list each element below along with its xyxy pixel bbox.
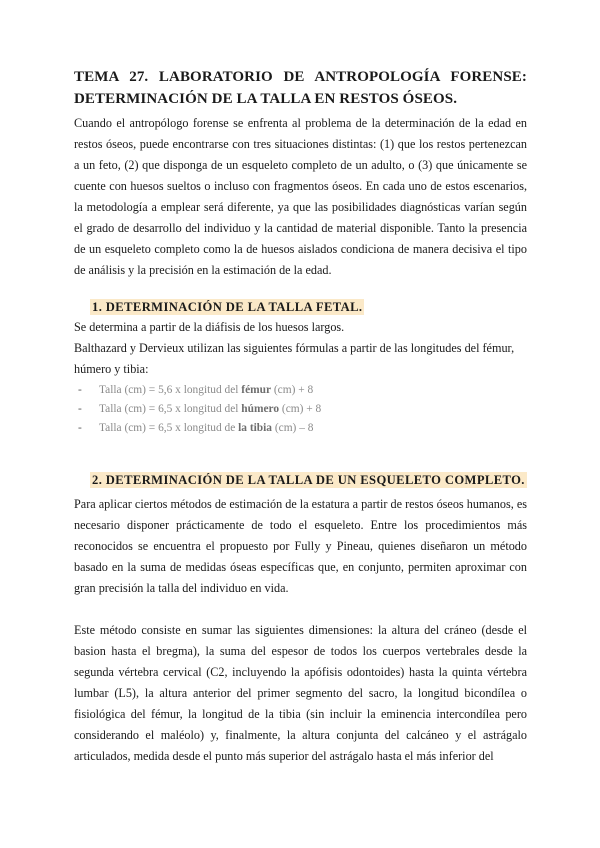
formula-tibia [74, 419, 527, 438]
section-1-paragraph-1: Se determina a partir de la diáfisis de los huesos largos. [74, 320, 345, 334]
formula-femur [74, 381, 527, 400]
section-2-paragraph-1: Para aplicar ciertos métodos de estimación de la estatura a partir de restos óseos humanos, es necesario disponer prácticamente de todo el esqueleto. Entre los procedimientos más reconocidos se encuentra el propuesto por Fully y Pineau, quienes diseñaron un método basado en la suma de medidas óseas específicas que, en conjunto, permiten aproximar con gran precisión la talla del individuo en vida. [74, 497, 527, 595]
formula-humero [74, 400, 527, 419]
section-1-paragraph-2: Balthazard y Dervieux utilizan las siguientes fórmulas a partir de las longitudes del fémur, húmero y tibia: [74, 341, 515, 376]
formula-text: Talla (cm) = 6,5 x longitud de [99, 422, 239, 434]
formula-bone: la tibia [238, 422, 272, 434]
formula-text: Talla (cm) = 5,6 x longitud del [99, 384, 242, 396]
formula-bone: fémur [241, 384, 272, 396]
formula-text: (cm) – 8 [272, 422, 314, 434]
section-2-paragraph-2: Este método consiste en sumar las siguientes dimensiones: la altura del cráneo (desde el basion hasta el bregma), la suma del espesor de todos los cuerpos vertebrales desde la segunda vértebra cervical (C2, incluyendo la apófisis odontoides) hasta la quinta vértebra lumbar (L5), la altura anterior del primer segmento del sacro, la longitud bicondílea o fisiológica del fémur, la longitud de la tibia (sin incluir la eminencia intercondílea pero considerando el maléolo) y, finalmente, la altura conjunta del calcáneo y el astrágalo articulados, medida desde el punto más superior del astrágalo hasta el más inferior del [74, 623, 527, 763]
formula-text: (cm) + 8 [279, 403, 322, 415]
section-2-heading [74, 470, 527, 490]
list-dash: - [78, 384, 82, 396]
section-1-heading-text: 1. DETERMINACIÓN DE LA TALLA FETAL. [92, 300, 363, 314]
formula-text: (cm) + 8 [271, 384, 314, 396]
intro-paragraph: Cuando el antropólogo forense se enfrenta al problema de la determinación de la edad en restos óseos, puede encontrarse con tres situaciones distintas: (1) que los restos pertenezcan a un feto, (2) que disponga de un esqueleto completo de un adulto, o (3) que únicamente se cuente con huesos sueltos o incluso con fragmentos óseos. En cada uno de estos escenarios, la metodología a emplear será diferente, ya que las posibilidades diagnósticas varían según el grado de desarrollo del individuo y la cantidad de material disponible. Tanto la presencia de un esqueleto completo como la de huesos aislados condiciona de manera decisiva el tipo de análisis y la precisión en la estimación de la edad. [74, 116, 527, 277]
page-title [74, 66, 527, 110]
section-1-heading [74, 297, 527, 317]
section-2-heading-text: 2. DETERMINACIÓN DE LA TALLA DE UN ESQUELETO COMPLETO. [92, 473, 525, 487]
formula-list [74, 381, 527, 438]
list-dash: - [78, 422, 82, 434]
formula-bone: húmero [241, 403, 280, 415]
formula-text: Talla (cm) = 6,5 x longitud del [99, 403, 242, 415]
list-dash: - [78, 403, 82, 415]
title-line-2: DETERMINACIÓN DE LA TALLA EN RESTOS ÓSEOS. [74, 91, 458, 107]
title-line-1: TEMA 27. LABORATORIO DE ANTROPOLOGÍA FORENSE: [74, 69, 527, 85]
